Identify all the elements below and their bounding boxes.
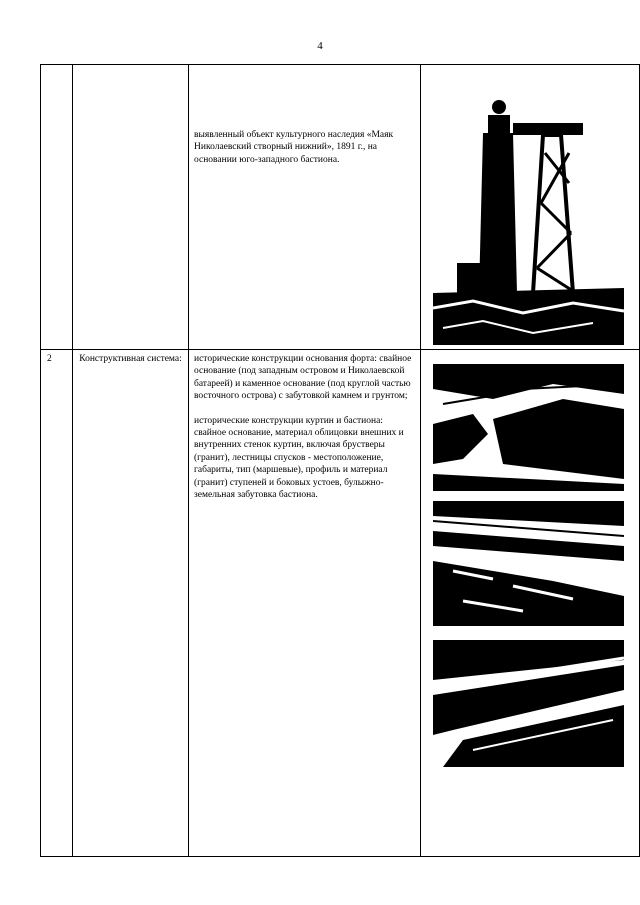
page-number: 4 bbox=[317, 40, 323, 52]
table-row bbox=[41, 350, 640, 857]
curtain-wall-photo bbox=[433, 501, 624, 626]
row-number-cell bbox=[41, 65, 73, 350]
fort-aerial-photo bbox=[433, 364, 624, 491]
description-paragraph: исторические конструкции куртин и бастиона: свайное основание, материал облицовки внешних и внутренних стенок куртин, включая брустверы (гранит), лестницы спусков - местоположение, габариты, тип (маршевые), профиль и материал (гранит) ступеней и боковых устоев, булыжно-земельная забутовка бастиона. bbox=[194, 415, 404, 501]
embankment-photo bbox=[433, 640, 624, 767]
table-row bbox=[41, 65, 640, 350]
row-description-cell bbox=[189, 65, 421, 350]
description-paragraph: выявленный объект культурного наследия «Маяк Николаевский створный нижний», 1891 г., на основании юго-западного бастиона. bbox=[194, 130, 394, 165]
row-name-cell: Конструктивная система: bbox=[73, 350, 189, 857]
lighthouse-photo bbox=[433, 93, 624, 345]
row-name-cell bbox=[73, 65, 189, 350]
description-paragraph: исторические конструкции основания форта: свайное основание (под западным островом и Николаевской батареей) и каменное основание (под круглой частью восточного острова) с забутовкой камнем и грунтом; bbox=[194, 354, 412, 402]
document-table bbox=[40, 64, 640, 857]
row-photo-cell bbox=[421, 65, 640, 350]
row-photo-cell bbox=[421, 350, 640, 857]
row-description-cell bbox=[189, 350, 421, 857]
row-number-cell: 2 bbox=[41, 350, 73, 857]
